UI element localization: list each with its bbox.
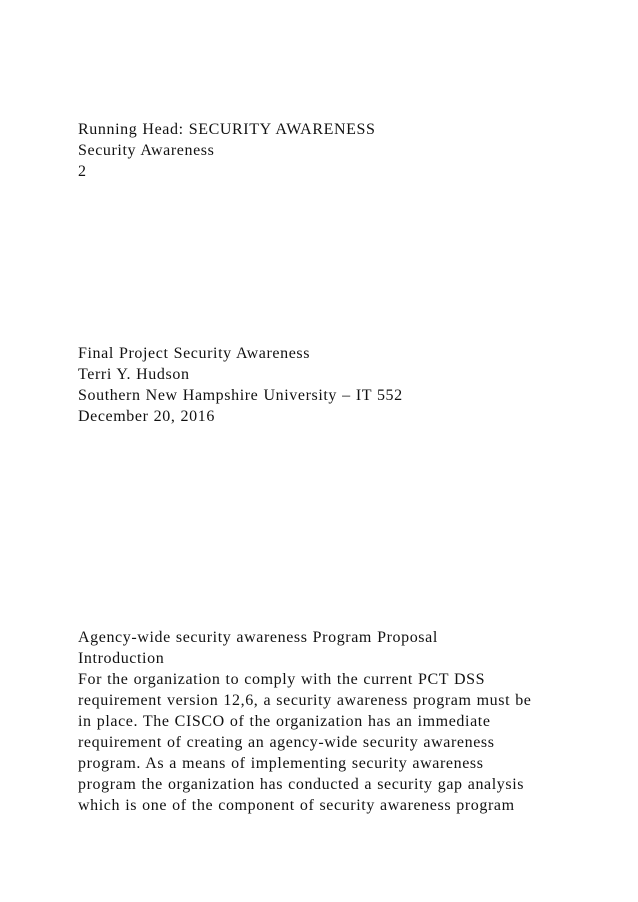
running-head: Running Head: SECURITY AWARENESS (78, 121, 376, 138)
body-line: which is one of the component of security awareness program (78, 797, 515, 814)
institution: Southern New Hampshire University – IT 552 (78, 387, 403, 404)
document-date: December 20, 2016 (78, 408, 215, 425)
short-title: Security Awareness (78, 142, 215, 159)
page-number: 2 (78, 163, 87, 180)
body-block (78, 627, 598, 816)
body-line: in place. The CISCO of the organization has an immediate (78, 713, 491, 730)
body-line: program the organization has conducted a security gap analysis (78, 776, 525, 793)
body-line: program. As a means of implementing security awareness (78, 755, 484, 772)
body-line: requirement of creating an agency-wide security awareness (78, 734, 495, 751)
title-page-block (78, 343, 598, 427)
author-name: Terri Y. Hudson (78, 366, 190, 383)
running-head-block (78, 119, 598, 182)
body-line: requirement version 12,6, a security awareness program must be (78, 692, 532, 709)
document-title: Final Project Security Awareness (78, 345, 311, 362)
proposal-heading: Agency-wide security awareness Program Proposal (78, 629, 438, 646)
section-heading: Introduction (78, 650, 165, 667)
body-line: For the organization to comply with the current PCT DSS (78, 671, 486, 688)
